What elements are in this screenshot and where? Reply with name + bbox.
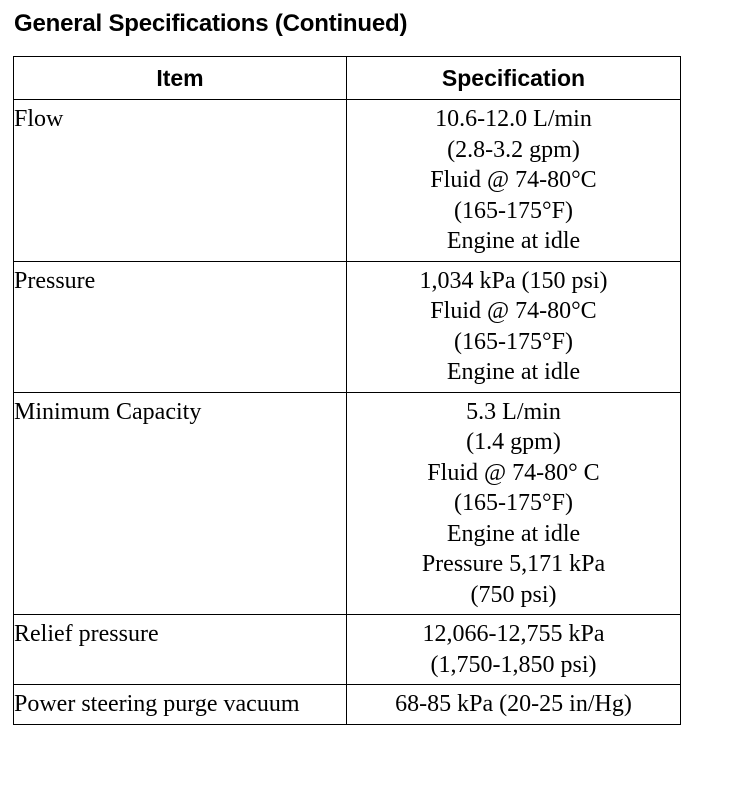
item-cell: Pressure (14, 261, 347, 392)
column-header-item: Item (14, 57, 347, 100)
spec-line: (1,750-1,850 psi) (430, 651, 597, 678)
specifications-table (13, 56, 681, 725)
spec-line: Engine at idle (446, 228, 581, 254)
specification-cell (347, 685, 681, 725)
spec-line: Fluid @ 74-80°C (430, 167, 597, 193)
spec-line: 1,034 kPa (150 psi) (419, 267, 608, 294)
table-header-row (14, 57, 681, 100)
spec-line: (2.8-3.2 gpm) (447, 136, 580, 163)
page-title: General Specifications (Continued) (14, 10, 408, 37)
spec-line: Pressure 5,171 kPa (421, 551, 606, 577)
spec-line: 12,066-12,755 kPa (422, 621, 605, 647)
spec-line: Engine at idle (446, 520, 581, 547)
spec-line: 68-85 kPa (20-25 in/Hg) (395, 691, 632, 717)
spec-line: Fluid @ 74-80° C (427, 459, 600, 486)
table-row (14, 261, 681, 392)
spec-line: Engine at idle (446, 359, 581, 385)
spec-line: 5.3 L/min (466, 398, 561, 425)
specification-cell (347, 261, 681, 392)
column-header-specification: Specification (347, 57, 681, 100)
spec-line: 10.6-12.0 L/min (435, 106, 592, 132)
specification-cell (347, 392, 681, 615)
spec-line: (1.4 gpm) (466, 429, 561, 455)
item-cell: Flow (14, 100, 347, 262)
item-cell: Relief pressure (14, 615, 347, 685)
table-row (14, 615, 681, 685)
spec-line: (750 psi) (470, 581, 557, 608)
spec-line: Fluid @ 74-80°C (430, 298, 597, 324)
table-row (14, 100, 681, 262)
spec-line: (165-175°F) (454, 490, 573, 516)
specification-cell (347, 615, 681, 685)
table-row (14, 685, 681, 725)
item-cell: Power steering purge vacuum (14, 685, 347, 725)
spec-line: (165-175°F) (454, 197, 573, 224)
spec-line: (165-175°F) (454, 328, 573, 355)
table-row (14, 392, 681, 615)
specification-cell (347, 100, 681, 262)
item-cell: Minimum Capacity (14, 392, 347, 615)
